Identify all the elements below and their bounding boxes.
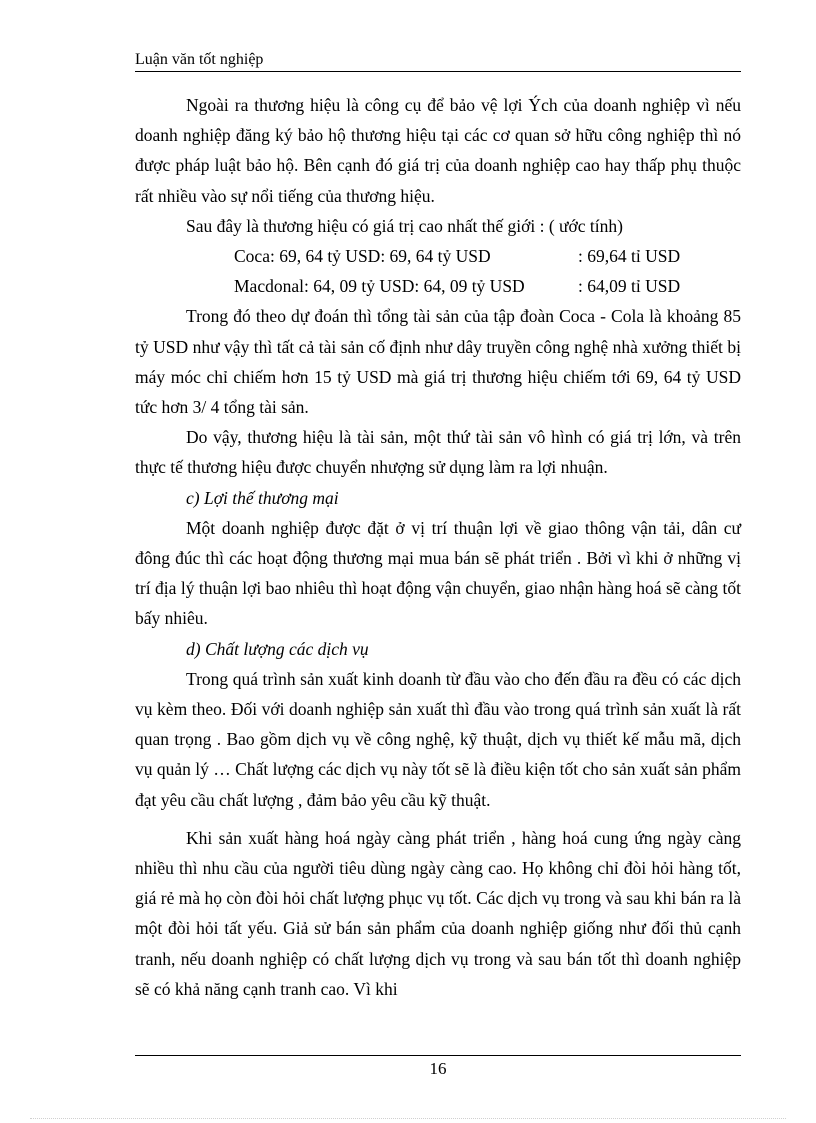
section-heading-c: c) Lợi thế thương mại	[186, 487, 339, 508]
header-title: Luận văn tốt nghiệp	[135, 51, 264, 68]
section-heading-d: d) Chất lượng các dịch vụ	[186, 638, 369, 659]
document-body	[135, 90, 741, 1004]
paragraph-brand-protection: Ngoài ra thương hiệu là công cụ để bảo vệ lợi Ých của doanh nghiệp vì nếu doanh nghiệp đăng ký bảo hộ thương hiệu tại các cơ quan sở hữu công nghiệp thì nó được pháp luật bảo hộ. Bên cạnh đó giá trị của doanh nghiệp cao hay thấp phụ thuộc rất nhiều vào sự nổi tiếng của thương hiệu.	[135, 95, 741, 206]
brand-list-item	[135, 241, 741, 271]
footer-divider	[135, 1055, 741, 1056]
paragraph-brand-as-asset: Do vậy, thương hiệu là tài sản, một thứ tài sản vô hình có giá trị lớn, và trên thực tế thương hiệu được chuyển nhượng sử dụng làm ra lợi nhuận.	[135, 427, 741, 478]
paragraph-location-advantage: Một doanh nghiệp được đặt ở vị trí thuận lợi về giao thông vận tải, dân cư đông đúc thì các hoạt động thương mại mua bán sẽ phát triển . Bởi vì khi ở những vị trí địa lý thuận lợi bao nhiêu thì hoạt động vận chuyển, giao nhận hàng hoá sẽ càng tốt bấy nhiêu.	[135, 517, 741, 629]
page-number: 16	[429, 1059, 447, 1078]
paragraph-customer-demand: Khi sản xuất hàng hoá ngày càng phát triển , hàng hoá cung ứng ngày càng nhiều thì nhu cầu của người tiêu dùng ngày càng cao. Họ không chỉ đòi hỏi hàng tốt, giá rẻ mà họ còn đòi hỏi chất lượng phục vụ tốt. Các dịch vụ trong và sau khi bán ra là một đòi hỏi tất yếu. Giả sử bán sản phẩm của doanh nghiệp giống như đối thủ cạnh tranh, nếu doanh nghiệp có chất lượng dịch vụ trong và sau bán tốt thì doanh nghiệp sẽ có khả năng cạnh tranh cao. Vì khi	[135, 827, 741, 999]
page-header	[135, 49, 741, 72]
paragraph-coca-cola-assets: Trong đó theo dự đoán thì tổng tài sản của tập đoàn Coca - Cola là khoảng 85 tỷ USD như vậy thì tất cả tài sản cố định như dây truyền công nghệ nhà xưởng thiết bị máy móc chỉ chiếm hơn 15 tỷ USD mà giá trị thương hiệu chiếm tới 69, 64 tỷ USD tức hơn 3/ 4 tổng tài sản.	[135, 306, 741, 417]
brand-list-item	[135, 271, 741, 301]
brand-list-item-value: : 69,64 tỉ USD	[578, 246, 681, 267]
paragraph-service-quality: Trong quá trình sản xuất kinh doanh từ đầu vào cho đến đầu ra đều có các dịch vụ kèm theo. Đối với doanh nghiệp sản xuất thì đầu vào trong quá trình sản xuất là rất quan trọng . Bao gồm dịch vụ về công nghệ, kỹ thuật, dịch vụ thiết kế mẫu mã, dịch vụ quản lý … Chất lượng các dịch vụ này tốt sẽ là điều kiện tốt cho sản xuất sản phẩm đạt yêu cầu chất lượng , đảm bảo yêu cầu kỹ thuật.	[135, 668, 741, 810]
brand-list-item-label: Coca: 69, 64 tỷ USD: 69, 64 tỷ USD	[234, 246, 491, 267]
brand-list-item-label: Macdonal: 64, 09 tỷ USD: 64, 09 tỷ USD	[234, 276, 525, 297]
paragraph-brand-list-intro: Sau đây là thương hiệu có giá trị cao nhất thế giới : ( ước tính)	[186, 215, 623, 236]
brand-list-item-value: : 64,09 tỉ USD	[578, 276, 681, 297]
page-bottom-border	[30, 1118, 786, 1119]
